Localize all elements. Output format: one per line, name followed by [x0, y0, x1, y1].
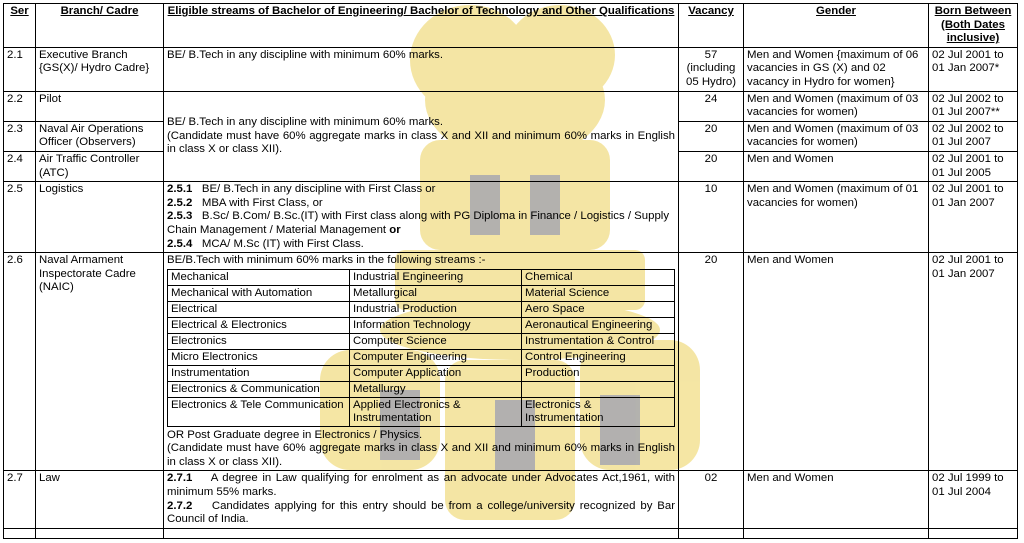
born-cell: 02 Jul 2001 to 01 Jul 2005 — [929, 151, 1018, 181]
table-row — [4, 253, 1018, 471]
header-born: Born Between (Both Dates inclusive) — [929, 4, 1018, 48]
header-vacancy: Vacancy — [679, 4, 744, 48]
naic-stream-cell: Aeronautical Engineering — [522, 317, 675, 333]
naic-stream-cell — [522, 381, 675, 397]
naic-streams-table — [167, 269, 675, 427]
naic-stream-cell: Computer Science — [350, 333, 522, 349]
naic-stream-cell: Metallurgical — [350, 285, 522, 301]
naic-intro: BE/B.Tech with minimum 60% marks in the following streams :- — [167, 254, 486, 267]
naic-stream-cell: Mechanical — [168, 269, 350, 285]
naic-stream-row — [168, 269, 675, 285]
born-cell: 02 Jul 2001 to 01 Jan 2007* — [929, 47, 1018, 91]
table-row-partial — [4, 528, 1018, 538]
gender-cell: Men and Women — [744, 151, 929, 181]
table-row — [4, 91, 1018, 121]
ser-cell: 2.1 — [4, 47, 36, 91]
header-gender: Gender — [744, 4, 929, 48]
naic-stream-cell: Computer Application — [350, 365, 522, 381]
naic-stream-cell: Electrical & Electronics — [168, 317, 350, 333]
naic-stream-cell: Electronics & Communication — [168, 381, 350, 397]
naic-stream-cell: Control Engineering — [522, 349, 675, 365]
naic-stream-row — [168, 333, 675, 349]
naic-or-pg: OR Post Graduate degree in Electronics / Physics. — [167, 428, 423, 441]
naic-stream-cell: Metallurgy — [350, 381, 522, 397]
naic-stream-row — [168, 301, 675, 317]
naic-stream-cell: Mechanical with Automation — [168, 285, 350, 301]
naic-stream-cell: Applied Electronics & Instrumentation — [350, 397, 522, 426]
naic-stream-cell: Information Technology — [350, 317, 522, 333]
streams-cell — [164, 471, 679, 528]
table-row — [4, 471, 1018, 528]
naic-stream-row — [168, 365, 675, 381]
naic-stream-cell: Instrumentation & Control — [522, 333, 675, 349]
born-cell: 02 Jul 2002 to 01 Jul 2007 — [929, 121, 1018, 151]
branch-cell: Executive Branch {GS(X)/ Hydro Cadre} — [36, 47, 164, 91]
vacancy-cell: 02 — [679, 471, 744, 528]
eligibility-table — [3, 3, 1018, 539]
shared-streams-line1: BE/ B.Tech in any discipline with minimum 60% marks. — [167, 115, 444, 128]
list-item: 2.5.2 MBA with First Class, or — [167, 196, 323, 209]
ser-cell: 2.3 — [4, 121, 36, 151]
naic-stream-cell: Industrial Production — [350, 301, 522, 317]
header-branch: Branch/ Cadre — [36, 4, 164, 48]
gender-cell: Men and Women {maximum of 06 vacancies in GS (X) and 02 vacancy in Hydro for women} — [744, 47, 929, 91]
vacancy-cell: 20 — [679, 121, 744, 151]
naic-stream-cell: Electrical — [168, 301, 350, 317]
born-cell: 02 Jul 2002 to 01 Jul 2007** — [929, 91, 1018, 121]
streams-cell — [164, 253, 679, 471]
naic-stream-row — [168, 397, 675, 426]
header-streams: Eligible streams of Bachelor of Engineering/ Bachelor of Technology and Other Qualifications — [164, 4, 679, 48]
streams-cell: BE/ B.Tech in any discipline with minimum 60% marks. — [164, 47, 679, 91]
ser-cell: 2.6 — [4, 253, 36, 471]
born-cell: 02 Jul 1999 to 01 Jul 2004 — [929, 471, 1018, 528]
naic-stream-row — [168, 317, 675, 333]
branch-cell: Law — [36, 471, 164, 528]
streams-cell — [164, 182, 679, 253]
shared-streams-cell — [164, 91, 679, 182]
vacancy-cell: 57 (including 05 Hydro) — [679, 47, 744, 91]
gender-cell: Men and Women (maximum of 03 vacancies for women) — [744, 121, 929, 151]
vacancy-cell: 20 — [679, 253, 744, 471]
born-cell: 02 Jul 2001 to 01 Jan 2007 — [929, 182, 1018, 253]
list-item: 2.7.1 A degree in Law qualifying for enrolment as an advocate under Advocates Act,1961, with minimum 55% marks. — [167, 472, 675, 499]
naic-stream-cell: Material Science — [522, 285, 675, 301]
naic-stream-cell: Computer Engineering — [350, 349, 522, 365]
naic-stream-row — [168, 349, 675, 365]
naic-stream-cell: Industrial Engineering — [350, 269, 522, 285]
table-row — [4, 182, 1018, 253]
gender-cell: Men and Women (maximum of 03 vacancies for women) — [744, 91, 929, 121]
naic-stream-row — [168, 381, 675, 397]
naic-stream-row — [168, 285, 675, 301]
naic-note: (Candidate must have 60% aggregate marks in class X and XII and minimum 60% marks in English in class X or class XII). — [167, 442, 675, 468]
gender-cell: Men and Women — [744, 253, 929, 471]
naic-stream-cell: Instrumentation — [168, 365, 350, 381]
naic-stream-cell: Electronics — [168, 333, 350, 349]
ser-cell: 2.5 — [4, 182, 36, 253]
naic-stream-cell: Production — [522, 365, 675, 381]
list-item: 2.5.1 BE/ B.Tech in any discipline with First Class or — [167, 183, 436, 196]
shared-streams-line2: (Candidate must have 60% aggregate marks in class X and XII and minimum 60% marks in English in class X or class XII). — [167, 129, 675, 156]
branch-cell: Naval Air Operations Officer (Observers) — [36, 121, 164, 151]
born-cell: 02 Jul 2001 to 01 Jan 2007 — [929, 253, 1018, 471]
naic-stream-cell: Micro Electronics — [168, 349, 350, 365]
ser-cell: 2.7 — [4, 471, 36, 528]
vacancy-cell: 10 — [679, 182, 744, 253]
naic-stream-cell: Electronics & Instrumentation — [522, 397, 675, 426]
header-ser: Ser — [4, 4, 36, 48]
naic-stream-cell: Aero Space — [522, 301, 675, 317]
ser-cell: 2.4 — [4, 151, 36, 181]
branch-cell: Logistics — [36, 182, 164, 253]
gender-cell: Men and Women — [744, 471, 929, 528]
branch-cell: Air Traffic Controller (ATC) — [36, 151, 164, 181]
vacancy-cell: 20 — [679, 151, 744, 181]
branch-cell: Naval Armament Inspectorate Cadre (NAIC) — [36, 253, 164, 471]
list-item: 2.5.4 MCA/ M.Sc (IT) with First Class. — [167, 237, 364, 250]
vacancy-cell: 24 — [679, 91, 744, 121]
gender-cell: Men and Women (maximum of 01 vacancies for women) — [744, 182, 929, 253]
ser-cell: 2.2 — [4, 91, 36, 121]
header-row — [4, 4, 1018, 48]
list-item: 2.7.2 Candidates applying for this entry should be from a college/university recognized by Bar Council of India. — [167, 499, 675, 526]
table-row — [4, 47, 1018, 91]
branch-cell: Pilot — [36, 91, 164, 121]
list-item: 2.5.3 B.Sc/ B.Com/ B.Sc.(IT) with First class along with PG Diploma in Finance / Logistics / Supply Chain Management / Material Management or — [167, 210, 670, 236]
naic-stream-cell: Electronics & Tele Communication — [168, 397, 350, 426]
naic-stream-cell: Chemical — [522, 269, 675, 285]
